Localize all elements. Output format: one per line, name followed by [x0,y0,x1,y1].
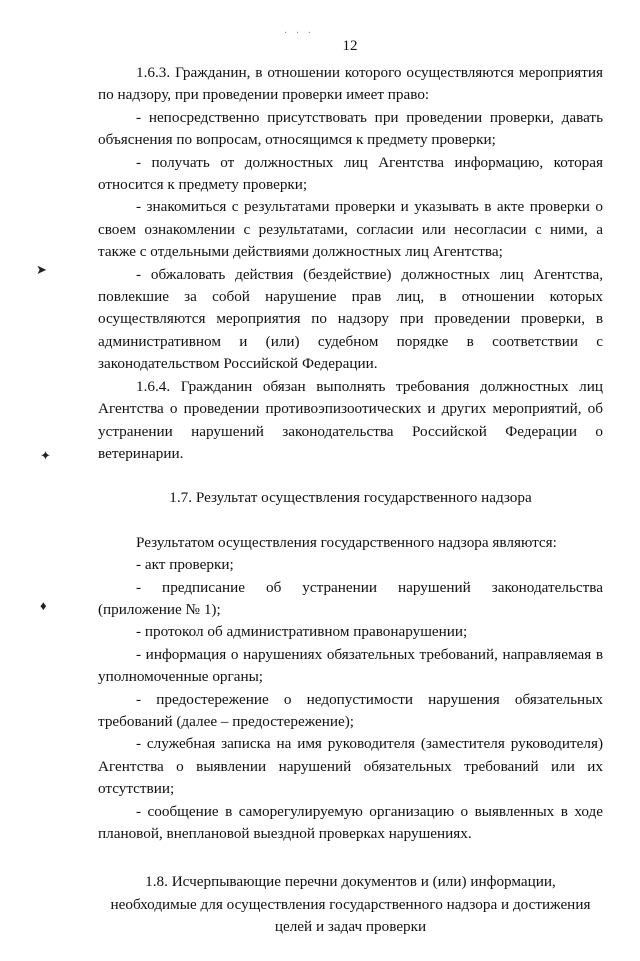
section-intro: Результатом осуществления государственного надзора являются: [136,533,557,551]
list-item: - предписание об устранении нарушений законодательства (приложение № 1); [98,578,603,618]
scan-mark: ➤ [36,262,47,277]
scan-mark: ♦ [40,598,47,613]
list-item: - акт проверки; [136,556,234,574]
document-body [98,62,603,961]
paragraph: 1.6.3. Гражданин, в отношении которого осуществляются мероприятия по надзору, при проведении проверки имеет право: [98,64,603,104]
scan-mark: ✦ [40,448,51,463]
paragraph: - получать от должностных лиц Агентства информацию, которая относится к предмету проверки; [98,153,603,194]
paragraph: - обжаловать действия (бездействие) должностных лиц Агентства, повлекшие за собой нарушение прав лиц, в отношении которых осуществляются мероприятия по надзору при проведении проверки, в административном и (или) судебном порядке в соответствии с законодательством Российской Федерации. [98,265,603,373]
section-heading: 1.7. Результат осуществления государственного надзора [169,489,532,507]
section-heading: 1.8. Исчерпывающие перечни документов и (или) информации, необходимые для осуществления государственного надзора и достижения целей и задач проверки [110,873,591,936]
page-number: 12 [342,38,358,54]
list-item: - сообщение в саморегулируемую организацию о выявленных в ходе плановой, внеплановой выездной проверках нарушениях. [98,802,603,842]
paragraph: - знакомиться с результатами проверки и указывать в акте проверки о своем ознакомлении с результатами, согласии или несогласии с ними, а также с отдельными действиями должностных лиц Агентства; [98,198,603,261]
paragraph: - непосредственно присутствовать при проведении проверки, давать объяснения по вопросам, относящимся к предмету проверки; [98,108,603,149]
list-item: - протокол об административном правонарушении; [136,623,468,641]
scan-artifact: · · · [284,28,314,39]
paragraph: 1.6.4. Гражданин обязан выполнять требования должностных лиц Агентства о проведении противоэпизоотических и других мероприятий, об устранении нарушений законодательства Российской Федерации о ветеринарии. [98,377,603,462]
list-item: - предостережение о недопустимости нарушения обязательных требований (далее – предостережение); [98,690,603,730]
list-item: - информация о нарушениях обязательных требований, направляемая в уполномоченные органы; [98,645,603,686]
list-item: - служебная записка на имя руководителя (заместителя руководителя) Агентства о выявлении нарушений обязательных требований или их отсутствии; [98,735,603,798]
